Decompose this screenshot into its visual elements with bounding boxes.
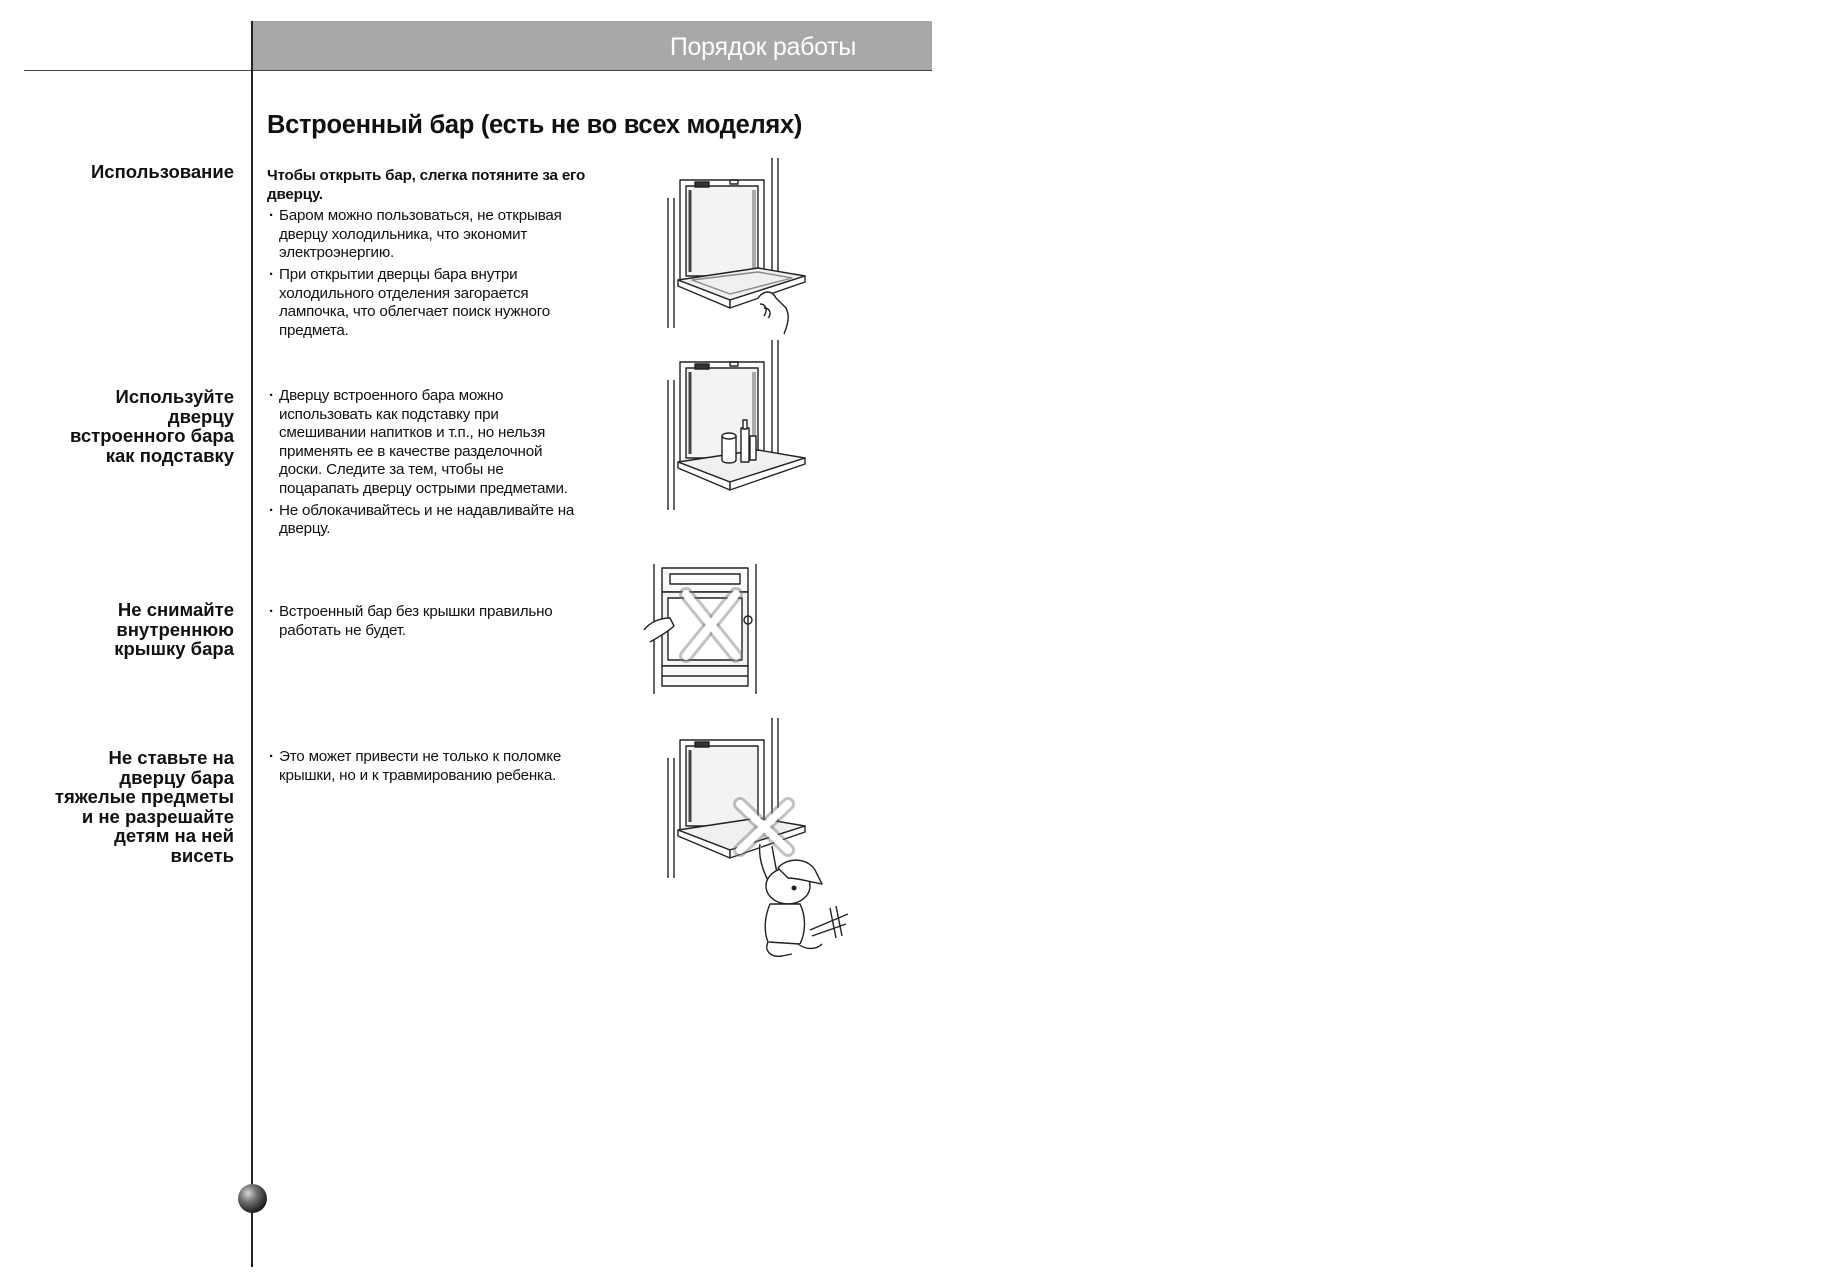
content-usage <box>267 167 587 343</box>
side-label-lid: Не снимайте внутреннюю крышку бара <box>114 599 234 659</box>
list-item: · Это может привести не только к поломке крышки, но и к травмированию ребенка. <box>267 748 587 785</box>
header-bar <box>252 21 932 71</box>
lid-list <box>267 603 587 640</box>
child-hanging-crossed-illustration <box>660 718 860 968</box>
side-label-stand: Используйте дверцу встроенного бара как подставку <box>69 386 234 466</box>
heavy-list <box>267 748 587 785</box>
list-item: · Дверцу встроенного бара можно использовать как подставку при смешивании напитков и т.п., но нельзя применять ее в качестве разделочной доски. Следите за тем, чтобы не поцарапать дверцу острыми предметами. <box>267 387 587 499</box>
page-header-title: Порядок работы <box>669 33 856 61</box>
usage-lead: Чтобы открыть бар, слегка потяните за его дверцу. <box>267 167 586 203</box>
list-item: · Встроенный бар без крышки правильно работать не будет. <box>267 603 587 640</box>
usage-list <box>267 207 587 340</box>
page-marker-dot <box>238 1184 267 1213</box>
content-stand <box>267 387 587 542</box>
bar-lid-removed-crossed-illustration <box>640 560 766 696</box>
side-label-usage: Использование <box>90 161 234 182</box>
bar-glasses-illustration <box>660 340 810 512</box>
side-label-heavy: Не ставьте на дверцу бара тяжелые предметы и не разрешайте детям на ней висеть <box>54 747 234 866</box>
list-item: · При открытии дверцы бара внутри холодильного отделения загорается лампочка, что облегчает поиск нужного предмета. <box>267 266 587 340</box>
stand-list <box>267 387 587 539</box>
header-rule <box>24 70 932 71</box>
content-lid <box>267 603 587 643</box>
content-heavy <box>267 748 587 788</box>
vertical-rule <box>251 21 253 1267</box>
list-item: · Не облокачивайтесь и не надавливайте на дверцу. <box>267 502 587 539</box>
section-title: Встроенный бар (есть не во всех моделях) <box>267 111 803 139</box>
bar-open-hand-illustration <box>660 158 810 342</box>
list-item: · Баром можно пользоваться, не открывая дверцу холодильника, что экономит электроэнергию. <box>267 207 587 263</box>
